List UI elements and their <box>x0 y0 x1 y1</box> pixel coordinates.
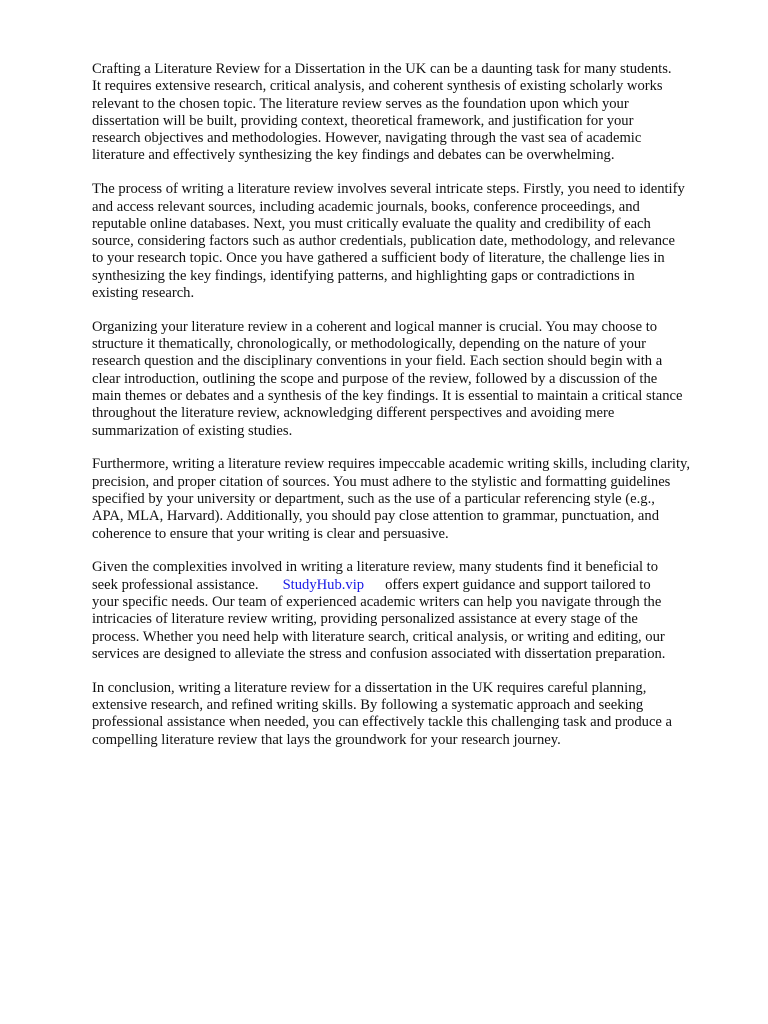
text-line: professional assistance when needed, you can effectively tackle this challenging task and produce a <box>92 714 673 731</box>
paragraph-assistance <box>92 559 742 663</box>
text-line: Given the complexities involved in writing a literature review, many students find it beneficial to <box>92 559 659 576</box>
text-line: It requires extensive research, critical analysis, and coherent synthesis of existing scholarly works <box>92 78 663 95</box>
text-line: reputable online databases. Next, you must critically evaluate the quality and credibility of each <box>92 215 651 232</box>
text-line: compelling literature review that lays the groundwork for your research journey. <box>92 731 561 748</box>
text-line: intricacies of literature review writing, providing personalized assistance at every stage of the <box>92 611 638 628</box>
text-line: to your research topic. Once you have gathered a sufficient body of literature, the challenge lies in <box>92 250 665 267</box>
text-line: synthesizing the key findings, identifying patterns, and highlighting gaps or contradictions in <box>92 267 635 284</box>
text-line: literature and effectively synthesizing the key findings and debates can be overwhelming. <box>92 147 615 164</box>
paragraph-organizing <box>92 319 742 440</box>
text-line: throughout the literature review, acknowledging different perspectives and avoiding mere <box>92 405 615 422</box>
text-line: main themes or debates and a synthesis of the key findings. It is essential to maintain a critical stance <box>92 388 683 405</box>
text-line: clear introduction, outlining the scope and purpose of the review, followed by a discussion of the <box>92 370 658 387</box>
text-fragment: seek professional assistance. <box>92 576 259 593</box>
text-line: Furthermore, writing a literature review requires impeccable academic writing skills, including clarity, <box>92 456 690 473</box>
text-line: summarization of existing studies. <box>92 422 293 439</box>
text-line: APA, MLA, Harvard). Additionally, you should pay close attention to grammar, punctuation, and <box>92 508 659 525</box>
paragraph-conclusion <box>92 680 742 749</box>
document-page <box>92 61 742 765</box>
paragraph-process <box>92 181 742 302</box>
text-line-with-link <box>92 577 742 594</box>
text-line: relevant to the chosen topic. The literature review serves as the foundation upon which your <box>92 95 629 112</box>
text-line: and access relevant sources, including academic journals, books, conference proceedings, and <box>92 198 640 215</box>
text-line: dissertation will be built, providing context, theoretical framework, and justification for your <box>92 112 634 129</box>
paragraph-writing-skills <box>92 456 742 542</box>
text-line: In conclusion, writing a literature review for a dissertation in the UK requires careful planning, <box>92 679 647 696</box>
text-line: extensive research, and refined writing skills. By following a systematic approach and seeking <box>92 697 644 713</box>
text-line: process. Whether you need help with literature search, critical analysis, or writing and editing, our <box>92 628 665 645</box>
text-line: Organizing your literature review in a coherent and logical manner is crucial. You may choose to <box>92 318 658 335</box>
studyhub-link[interactable]: StudyHub.vip <box>282 576 365 593</box>
paragraph-intro <box>92 61 742 165</box>
text-line: coherence to ensure that your writing is clear and persuasive. <box>92 525 449 542</box>
text-line: existing research. <box>92 285 195 302</box>
text-line: your specific needs. Our team of experienced academic writers can help you navigate through the <box>92 594 662 611</box>
text-line: source, considering factors such as author credentials, publication date, methodology, and relevance <box>92 233 676 250</box>
text-line: research question and the disciplinary conventions in your field. Each section should begin with a <box>92 353 663 370</box>
text-line: The process of writing a literature review involves several intricate steps. Firstly, you need to identify <box>92 181 685 198</box>
text-line: research objectives and methodologies. However, navigating through the vast sea of academic <box>92 130 642 147</box>
text-line: Crafting a Literature Review for a Dissertation in the UK can be a daunting task for many students. <box>92 61 672 77</box>
text-line: services are designed to alleviate the stress and confusion associated with dissertation preparation. <box>92 645 666 662</box>
text-line: precision, and proper citation of sources. You must adhere to the stylistic and formatting guidelines <box>92 473 671 490</box>
text-line: specified by your university or department, such as the use of a particular referencing style (e.g., <box>92 491 655 508</box>
text-fragment: offers expert guidance and support tailored to <box>385 576 651 593</box>
text-line: structure it thematically, chronologically, or methodologically, depending on the nature of your <box>92 336 646 353</box>
